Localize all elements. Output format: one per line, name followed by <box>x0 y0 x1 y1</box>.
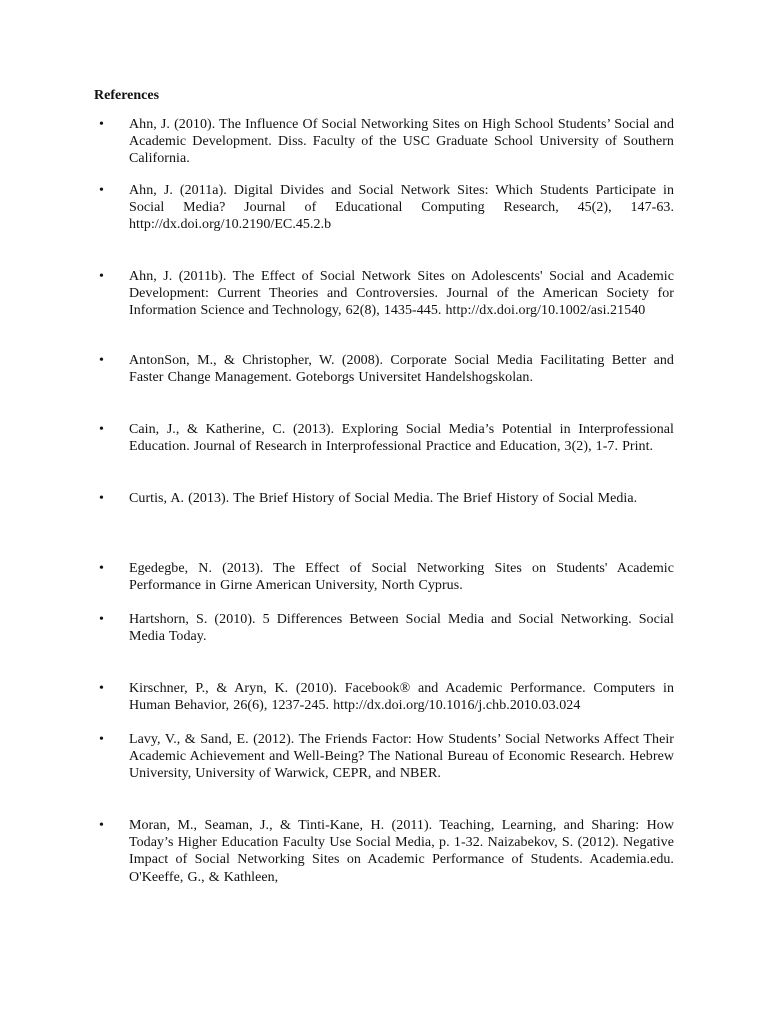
reference-item <box>99 268 674 320</box>
reference-text: Moran, M., Seaman, J., & Tinti-Kane, H. (2011). Teaching, Learning, and Sharing: How Today’s Higher Education Faculty Use Social Media, p. 1-32. Naizabekov, S. (2012). Negative Impact of Social Networking Sites on Academic Performance of Students. Academia.edu. O'Keeffe, G., & Kathleen, <box>129 818 674 885</box>
reference-text: Lavy, V., & Sand, E. (2012). The Friends Factor: How Students’ Social Networks Affect Their Academic Achievement and Well-Being? The National Bureau of Economic Research. Hebrew University, University of Warwick, CEPR, and NBER. <box>129 732 674 782</box>
reference-item <box>99 817 674 886</box>
bullet-icon: • <box>99 818 104 833</box>
bullet-icon: • <box>99 732 104 747</box>
bullet-icon: • <box>99 561 104 576</box>
reference-item <box>99 352 674 386</box>
reference-item <box>99 116 674 168</box>
references-heading: References <box>94 88 160 103</box>
reference-item <box>99 182 674 234</box>
reference-item <box>99 611 674 645</box>
bullet-icon: • <box>99 269 104 284</box>
reference-text: Ahn, J. (2011a). Digital Divides and Social Network Sites: Which Students Participate in Social Media? Journal of Educational Computing Research, 45(2), 147-63. http://dx.doi.org/10.2190/EC.45.2.b <box>129 183 674 233</box>
bullet-icon: • <box>99 117 104 132</box>
bullet-icon: • <box>99 491 104 506</box>
reference-item <box>99 680 674 714</box>
reference-text: AntonSon, M., & Christopher, W. (2008). Corporate Social Media Facilitating Better and Faster Change Management. Goteborgs Universitet Handelshogskolan. <box>129 353 674 386</box>
bullet-icon: • <box>99 612 104 627</box>
reference-text: Curtis, A. (2013). The Brief History of Social Media. The Brief History of Social Media. <box>129 491 638 506</box>
reference-text: Ahn, J. (2010). The Influence Of Social Networking Sites on High School Students’ Social and Academic Development. Diss. Faculty of the USC Graduate School University of Southern California. <box>129 117 674 167</box>
reference-item <box>99 421 674 455</box>
reference-item <box>99 731 674 783</box>
reference-text: Cain, J., & Katherine, C. (2013). Exploring Social Media’s Potential in Interprofessional Education. Journal of Research in Interprofessional Practice and Education, 3(2), 1-7. Print. <box>129 422 674 455</box>
reference-text: Ahn, J. (2011b). The Effect of Social Network Sites on Adolescents' Social and Academic Development: Current Theories and Controversies. Journal of the American Society for Information Science and Technology, 62(8), 1435-445. http://dx.doi.org/10.1002/asi.21540 <box>129 269 674 319</box>
reference-text: Egedegbe, N. (2013). The Effect of Social Networking Sites on Students' Academic Performance in Girne American University, North Cyprus. <box>129 561 674 594</box>
bullet-icon: • <box>99 183 104 198</box>
bullet-icon: • <box>99 681 104 696</box>
bullet-icon: • <box>99 353 104 368</box>
reference-item <box>99 490 674 507</box>
reference-text: Hartshorn, S. (2010). 5 Differences Between Social Media and Social Networking. Social Media Today. <box>129 612 674 645</box>
reference-item <box>99 560 674 594</box>
bullet-icon: • <box>99 422 104 437</box>
reference-text: Kirschner, P., & Aryn, K. (2010). Facebook® and Academic Performance. Computers in Human Behavior, 26(6), 1237-245. http://dx.doi.org/10.1016/j.chb.2010.03.024 <box>129 681 674 714</box>
